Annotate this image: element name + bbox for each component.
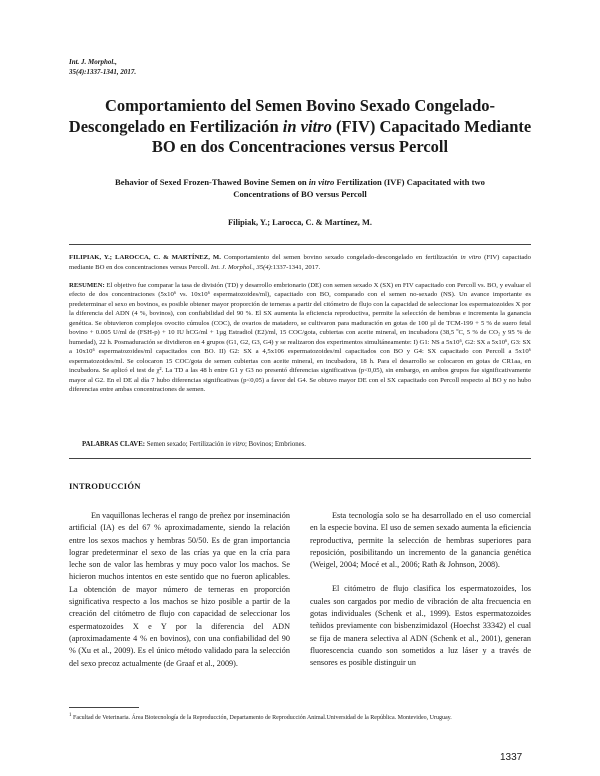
footnote: $^1$ Facultad de Veterinaria. Área Biotecnología de la Reproducción, Departamento de Reproducción Animal.Universidad de la República. Montevideo, Uruguay. xyxy=(69,713,452,721)
body-column-left xyxy=(69,510,290,670)
body-column-right xyxy=(310,510,531,670)
abstract-text: El objetivo fue comparar la tasa de división (TD) y desarrollo embrionario (DE) con semen sexado X (SX) en FIV capacitado con Percoll vs. BO, y evaluar el efecto de dos concentraciones (5x10⁶ vs. 10x10⁶ espermatozoides/ml), capacitado con BO, comparado con el semen no-sexado (NS). Un avance importante es predeterminar el sexo en bovinos, es posible obtener mayor proporción de terneras a partir del citómetro de flujo con la capacidad de seleccionar los espermatozoides X por la diferencia del ADN (4 %, bovinos), con confiabilidad del 90 %. El SX aumenta la eficiencia reproductiva, permite la selección de hembras e incrementa la ganancia genética. Se obtuvieron complejos ovocito cúmulos (COC), de ovarios de matadero, se cultivaron para maduración en gotas de 100 µl de TCM-199 + 5 % de suero fetal bovino + 0.005 U/ml de (FSH-p) + 10 IU hCG/ml + 1µg Estradiol (E2)/ml, 15 COC/gota, cubiertas con aceite mineral, en incubadora (38,5 ºC, 5 % de CO₂ y 95 % de humedad), 22 h. Posmaduración se dividieron en 4 grupos (G1, G2, G3, G4) y se realizaron dos experimentos simultáneamente: I) G1: NS a 5x10⁶, G2: SX a 5x10⁶, G3: SX a 10x10⁶ espermatozoides/ml capacitados con BO. II) G2: SX a 4,5x106 espermatozoides/ml capacitados con BO y G4: SX capacitado con Percoll a 5x10⁶ espermatozoides/ml. Se colocaron 15 COC/gota de semen cubiertas con aceite mineral, en incubadora, 18 h. Para el desarrollo se colocaron en gotas de CR1aa, en incubadora. Se aplicó el test de χ². La TD a las 48 h entre G1 y G3 no presentó diferencias significativas (p<0,05), sin embargo, en ambos grupos fue significativamente mayor al G2. En el DE al día 7 hubo diferencias significativas (p<0,05) a favor del G4. Se obtuvo mayor DE con el SX capacitado con Percoll respecto al BO y no hubo diferencias entre ambas concentraciones de semen. xyxy=(69,282,531,393)
abstract-divider xyxy=(69,458,531,459)
author-list: Filipiak, Y.; Larocca, C. & Martínez, M. xyxy=(228,218,372,227)
top-divider xyxy=(69,244,531,245)
abstract-label: RESUMEN: xyxy=(69,282,105,289)
paragraph: Esta tecnología solo se ha desarrollado en el uso comercial en la especie bovina. El uso de semen sexado aumenta la eficiencia reproductiva, permite la selección de hembras superiores para reposición, posibilitando un incremento de la ganancia genética (Weigel, 2004; Mocé et al., 2006; Rath & Johnson, 2008). xyxy=(310,511,531,570)
journal-reference xyxy=(69,57,136,77)
journal-name: Int. J. Morphol., xyxy=(69,58,117,66)
citation: FILIPIAK, Y.; LAROCCA, C. & MARTÍNEZ, M. Comportamiento del semen bovino sexado congelado-descongelado en fertilización in vitro (FIV) capacitado mediante BO en dos concentraciones versus Percoll. Int. J. Morphol., 35(4):1337-1341, 2017. xyxy=(69,254,531,271)
paragraph: El citómetro de flujo clasifica los espermatozoides, los cuales son cargados por medio de vibración de alta frecuencia en gotas individuales (Schenk et al., 1999). Estos espermatozoides teñidos previamente con bisbenzimidazol (Hoechst 33342) el cual se fija de manera selectiva al ADN (Schenk et al., 2001), generan fluorescencia cuando son sometidos a luz láser y a través de sensores es posible distinguir un xyxy=(310,584,531,668)
footnote-divider xyxy=(69,707,139,708)
section-heading: INTRODUCCIÓN xyxy=(69,481,141,491)
journal-volume: 35(4):1337-1341, 2017. xyxy=(69,68,137,76)
paragraph: En vaquillonas lecheras el rango de preñez por inseminación artificial (IA) es del 67 % aproximadamente, siendo la relación entre los sexos machos y hembras 50/50. Es de gran importancia lograr predeterminar el sexo de las crías ya que en la cría para leche son de valor las hembras y muy poco valor los machos. Se hicieron muchos intentos en este sentido que no fueron aplicables. La obtención de mayor número de terneras en proporción significativa respecto a los machos se hizo posible a partir de la creación del citómetro de flujo con capacidad de seleccionar los espermatozoides X e Y por la diferencia del ADN (aproximadamente 4 % en bovinos), con una confiabilidad del 90 % (Xu et al., 2009). Es el único método validado para la selección del sexo precoz actualmente (de Graaf et al., 2009). xyxy=(69,511,290,668)
keywords: PALABRAS CLAVE: Semen sexado; Fertilización in vitro; Bovinos; Embriones. xyxy=(82,441,306,448)
abstract xyxy=(69,281,531,394)
paper-title: Comportamiento del Semen Bovino Sexado Congelado-Descongelado en Fertilización in vitro (FIV) Capacitado Mediante BO en dos Concentraciones versus Percoll xyxy=(68,96,532,156)
paper-subtitle-english: Behavior of Sexed Frozen-Thawed Bovine Semen on in vitro Fertilization (IVF) Capacitated with two Concentrations of BO versus Percoll xyxy=(115,177,485,199)
page-number: 1337 xyxy=(500,752,523,763)
